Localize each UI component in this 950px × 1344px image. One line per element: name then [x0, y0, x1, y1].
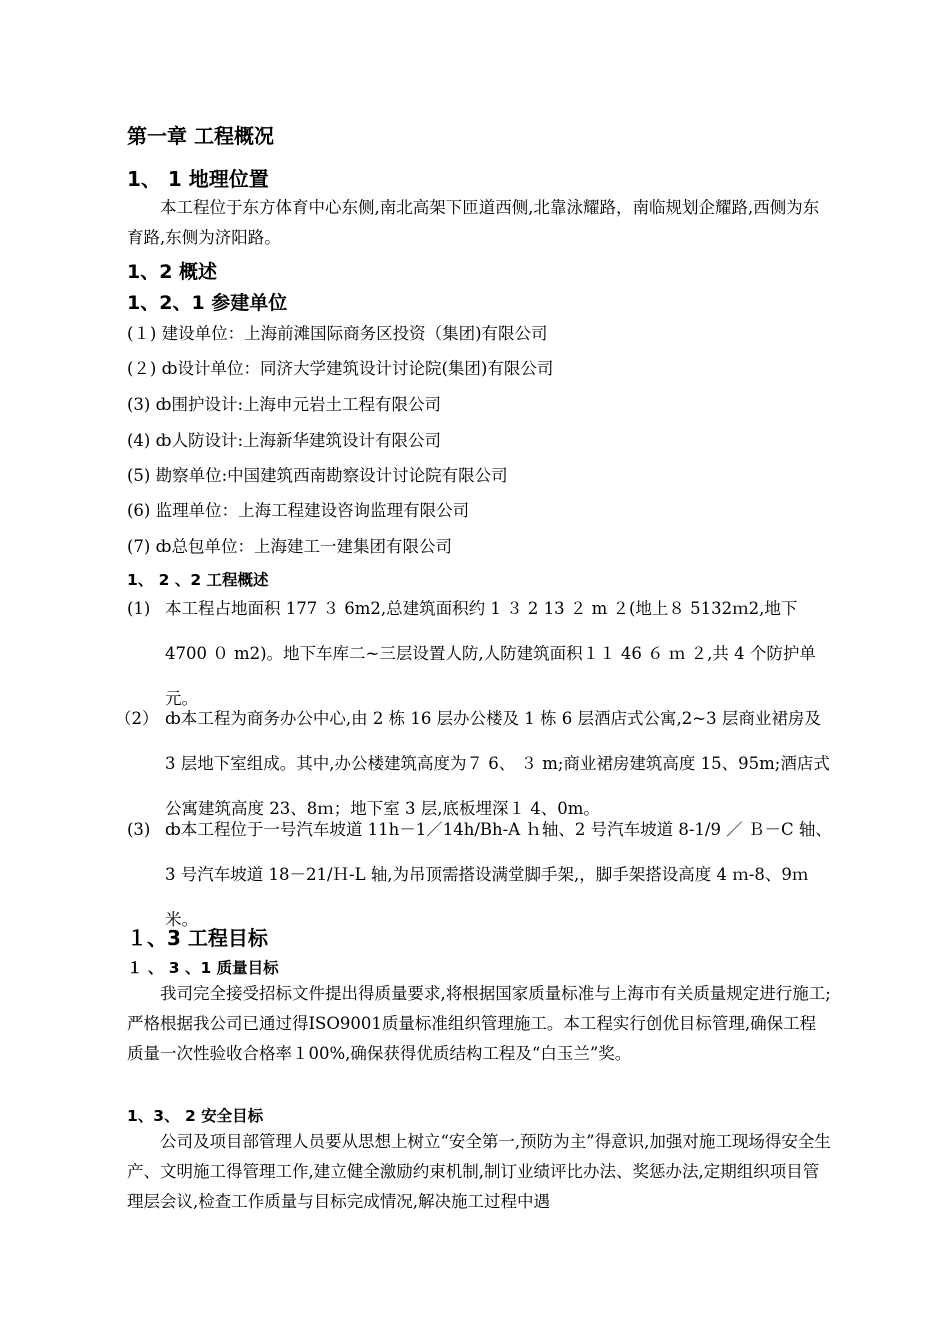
overview-item-number: （2） [115, 709, 159, 728]
section-1-3-1-text: 我司完全接受招标文件提出得质量要求,将根据国家质量标准与上海市有关质量规定进行施工;严格根据我公司已通过得ISO9001质量标准组织管理施工。本工程实行创优目标管理,确保工程质量一次性验收合格率１00%,确保获得优质结构工程及“白玉兰”奖。 [127, 984, 831, 1063]
subsection-heading-1-3-1: １ 、 3 、1 质量目标 [127, 959, 279, 977]
section-1-1-text: 本工程位于东方体育中心东侧,南北高架下匝道西侧,北靠泳耀路，南临规划企耀路,西侧为东育路,东侧为济阳路。 [127, 198, 820, 247]
section-heading-1-3: １、3 工程目标 [127, 926, 268, 950]
participant-item: (１) 建设单位：上海前滩国际商务区投资（集团)有限公司 [127, 324, 548, 343]
subsection-heading-1-2-1: 1、2、1 参建单位 [127, 292, 288, 314]
participant-item: (7) ȸ总包单位：上海建工一建集团有限公司 [127, 537, 452, 556]
chapter-title: 第一章 工程概况 [127, 124, 274, 148]
subsection-heading-1-3-2: 1、3、 2 安全目标 [127, 1107, 264, 1125]
overview-item-text: ȸ本工程为商务办公中心,由 2 栋 16 层办公楼及 1 栋 6 层酒店式公寓,2~3 层商业裙房及 3 层地下室组成。其中,办公楼建筑高度为７ 6、 ３ m;商业裙房建筑高度 15、95m;酒店式公寓建筑高度 23、8ｍ；地下室 3 层,底板埋深１ 4、0m。 [165, 709, 830, 818]
participant-item: (２) ȸ设计单位：同济大学建筑设计讨论院(集团)有限公司 [127, 359, 554, 378]
overview-item-text: ȸ本工程位于一号汽车坡道 11h－1／14h/Bh-A ｈ轴、2 号汽车坡道 8-1/9 ／ Ｂ－C 轴、3 号汽车坡道 18－21/Ｈ-L 轴,为吊顶需搭设满堂脚手架,，脚手架搭设高度 4 ｍ-8、9ｍ米。 [165, 820, 832, 929]
subsection-heading-1-2-2: 1、 2 、2 工程概述 [127, 571, 269, 589]
overview-item-text: 本工程占地面积 177 ３ 6m2,总建筑面积约 1 ３ 2 13 ２ m ２(地上８ 5132ｍ2,地下 4700 ０ m2)。地下车库二~三层设置人防,人防建筑面积１１ 46 ６ ｍ ２,共 4 个防护单元。 [165, 599, 816, 708]
overview-item-number: (3) [127, 820, 151, 839]
participant-item: (4) ȸ人防设计:上海新华建筑设计有限公司 [127, 431, 442, 450]
overview-item-number: (1) [127, 599, 151, 618]
section-heading-1-1: 1、 1 地理位置 [127, 167, 269, 191]
participant-item: (3) ȸ围护设计:上海申元岩土工程有限公司 [127, 395, 442, 414]
participant-item: (6) 监理单位：上海工程建设咨询监理有限公司 [127, 501, 470, 520]
section-1-3-2-text: 公司及项目部管理人员要从思想上树立“安全第一,预防为主”得意识,加强对施工现场得安全生产、文明施工得管理工作,建立健全激励约束机制,制订业绩评比办法、奖惩办法,定期组织项目管理层会议,检查工作质量与目标完成情况,解决施工过程中遇 [127, 1132, 831, 1211]
section-heading-1-2: 1、2 概述 [127, 261, 218, 283]
participant-item: (5) 勘察单位:中国建筑西南勘察设计讨论院有限公司 [127, 466, 508, 485]
